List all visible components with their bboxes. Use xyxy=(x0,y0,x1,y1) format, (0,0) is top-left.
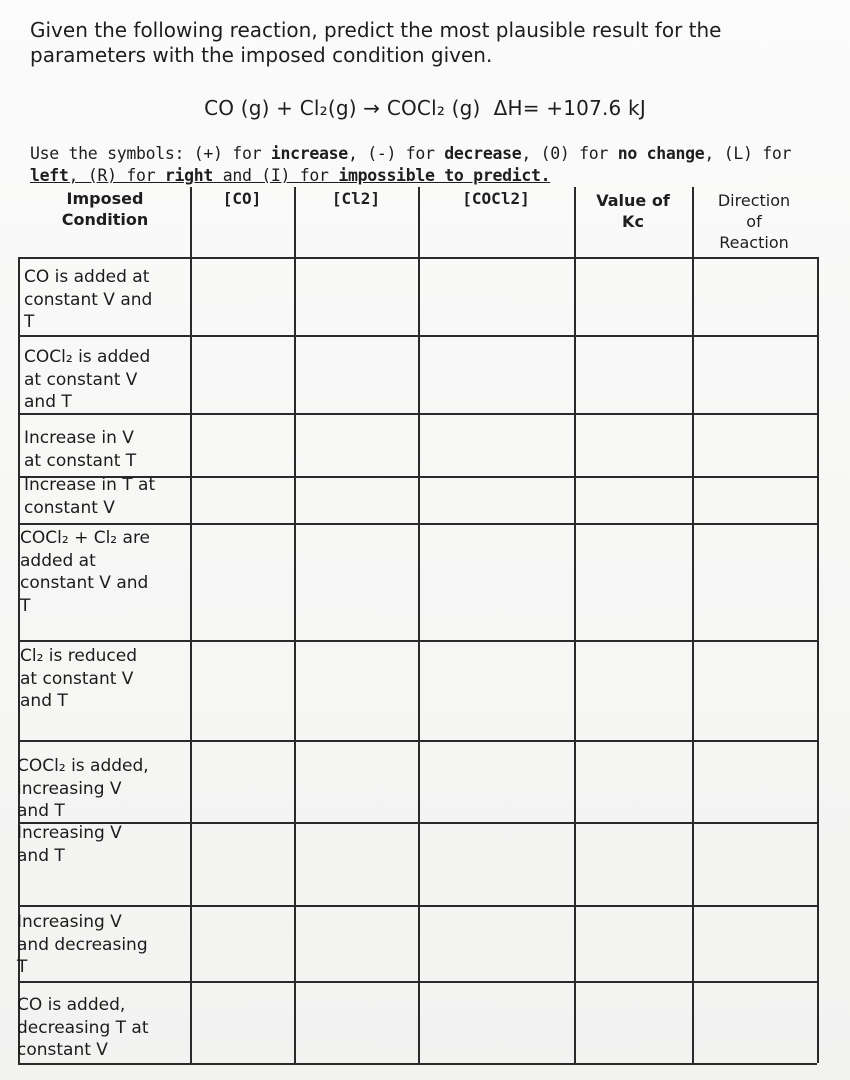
answer-cell-cl2[interactable] xyxy=(296,259,417,334)
condition-text-line: and T xyxy=(20,691,68,711)
condition-text-line: Increase in V xyxy=(24,428,134,448)
condition-text-line: at constant V xyxy=(20,668,134,689)
condition-text-line: at constant V xyxy=(24,369,138,390)
symbol-increase-word: increase xyxy=(270,144,348,163)
answer-cell-cl2[interactable] xyxy=(296,415,417,475)
condition-cell xyxy=(17,994,185,1062)
answer-cell-direction[interactable] xyxy=(694,983,816,1062)
answer-cell-kc[interactable] xyxy=(576,525,691,639)
answer-cell-cocl2[interactable] xyxy=(420,824,573,904)
answer-cell-cocl2[interactable] xyxy=(420,478,573,522)
answer-cell-co[interactable] xyxy=(192,907,293,980)
condition-cell xyxy=(17,911,185,979)
answer-cell-cocl2[interactable] xyxy=(420,742,573,821)
answer-cell-cl2[interactable] xyxy=(296,907,417,980)
header-text: Imposed xyxy=(66,189,144,208)
header-imposed-condition xyxy=(20,188,190,230)
condition-text-line: constant V xyxy=(24,497,115,518)
answer-cell-kc[interactable] xyxy=(576,415,691,475)
answer-cell-co[interactable] xyxy=(192,415,293,475)
condition-cell xyxy=(20,527,188,617)
answer-cell-co[interactable] xyxy=(192,478,293,522)
condition-text-line: Increase in T at xyxy=(24,475,156,495)
answer-cell-cl2[interactable] xyxy=(296,742,417,821)
answer-cell-direction[interactable] xyxy=(694,259,816,334)
header-text: Kᴄ xyxy=(622,212,644,231)
answer-cell-kc[interactable] xyxy=(576,824,691,904)
header-co xyxy=(190,188,294,209)
condition-cell xyxy=(17,755,185,823)
condition-text-line: added at xyxy=(20,550,96,571)
answer-cell-direction[interactable] xyxy=(694,642,816,739)
condition-cell xyxy=(24,346,192,414)
symbols-text: Use the symbols: (+) for xyxy=(30,144,271,163)
answer-cell-co[interactable] xyxy=(192,259,293,334)
answer-cell-direction[interactable] xyxy=(694,415,816,475)
header-text: [CO] xyxy=(222,189,262,208)
condition-text-line: at constant T xyxy=(24,450,137,471)
answer-cell-cocl2[interactable] xyxy=(420,415,573,475)
condition-text-line: and T xyxy=(17,845,65,866)
answer-cell-cl2[interactable] xyxy=(296,525,417,639)
table-column-divider xyxy=(817,257,819,1063)
symbols-text: , (R) for xyxy=(68,166,165,185)
symbols-legend xyxy=(30,143,820,187)
answer-cell-kc[interactable] xyxy=(576,259,691,334)
condition-cell xyxy=(24,266,192,334)
answer-cell-cl2[interactable] xyxy=(296,478,417,522)
answer-cell-cocl2[interactable] xyxy=(420,642,573,739)
header-text: [COCl2] xyxy=(462,189,530,208)
header-text: Value of xyxy=(596,191,670,210)
condition-text-line: CO is added, xyxy=(17,995,126,1015)
symbols-text: , (L) for xyxy=(704,144,792,163)
header-value-of-kc xyxy=(574,190,692,232)
symbols-text: and (I) for xyxy=(213,166,339,185)
answer-cell-cocl2[interactable] xyxy=(420,259,573,334)
condition-text-line: Increasing V xyxy=(17,912,122,932)
reaction-equation xyxy=(0,96,850,120)
condition-text-line: increasing V xyxy=(17,778,122,799)
answer-cell-direction[interactable] xyxy=(694,478,816,522)
answer-cell-co[interactable] xyxy=(192,337,293,412)
answer-cell-direction[interactable] xyxy=(694,742,816,821)
symbol-nochange-word: no change xyxy=(617,144,705,163)
answer-cell-co[interactable] xyxy=(192,983,293,1062)
answer-cell-cocl2[interactable] xyxy=(420,525,573,639)
condition-text-line: COCl₂ is added xyxy=(24,347,151,367)
instructions-line-1: Given the following reaction, predict the most plausible result for the xyxy=(30,18,722,42)
answer-cell-direction[interactable] xyxy=(694,337,816,412)
header-text: of xyxy=(746,212,762,231)
header-cocl2 xyxy=(418,188,574,209)
instructions-line-2: parameters with the imposed condition given. xyxy=(30,43,493,67)
answer-cell-kc[interactable] xyxy=(576,742,691,821)
header-text: Direction xyxy=(717,191,791,210)
condition-text-line: CO is added at xyxy=(24,267,150,287)
answer-cell-co[interactable] xyxy=(192,525,293,639)
answer-cell-cl2[interactable] xyxy=(296,337,417,412)
answer-cell-kc[interactable] xyxy=(576,337,691,412)
answer-cell-direction[interactable] xyxy=(694,525,816,639)
header-text: Reaction xyxy=(719,233,789,252)
condition-cell xyxy=(24,474,192,519)
condition-cell xyxy=(24,427,192,472)
condition-text-line: and T xyxy=(17,801,65,821)
answer-cell-kc[interactable] xyxy=(576,642,691,739)
symbol-left-word: left xyxy=(30,166,69,185)
condition-text-line: and decreasing xyxy=(17,934,148,955)
symbol-right-word: right xyxy=(164,166,214,185)
answer-cell-kc[interactable] xyxy=(576,907,691,980)
table-row-divider xyxy=(18,1063,817,1065)
answer-cell-cl2[interactable] xyxy=(296,824,417,904)
symbols-text: , (-) for xyxy=(347,144,445,163)
symbols-text: , (0) for xyxy=(521,144,618,163)
answer-cell-co[interactable] xyxy=(192,824,293,904)
answer-cell-direction[interactable] xyxy=(694,824,816,904)
header-text: Condition xyxy=(61,210,149,229)
header-cl2 xyxy=(294,188,418,209)
condition-text-line: Increasing V xyxy=(17,823,122,843)
answer-cell-direction[interactable] xyxy=(694,907,816,980)
answer-cell-kc[interactable] xyxy=(576,983,691,1062)
condition-text-line: decreasing T at xyxy=(17,1017,149,1038)
answer-cell-co[interactable] xyxy=(192,742,293,821)
header-text: [Cl2] xyxy=(331,189,381,208)
condition-text-line: COCl₂ + Cl₂ are xyxy=(20,528,151,548)
symbol-impossible-word: impossible to predict. xyxy=(338,166,551,185)
answer-cell-cl2[interactable] xyxy=(296,642,417,739)
condition-text-line: T xyxy=(24,312,35,332)
condition-cell xyxy=(20,645,188,713)
answer-cell-cocl2[interactable] xyxy=(420,337,573,412)
reaction-equation-text: CO (g) + Cl₂(g) → COCl₂ (g) ΔH= +107.6 kJ xyxy=(204,96,646,120)
answer-cell-cl2[interactable] xyxy=(296,983,417,1062)
answer-cell-kc[interactable] xyxy=(576,478,691,522)
condition-text-line: constant V and xyxy=(20,573,149,593)
instructions-paragraph xyxy=(30,18,820,68)
symbol-decrease-word: decrease xyxy=(444,144,522,163)
condition-cell xyxy=(17,822,185,867)
condition-text-line: T xyxy=(20,595,31,616)
condition-text-line: and T xyxy=(24,392,72,412)
answer-cell-cocl2[interactable] xyxy=(420,983,573,1062)
condition-text-line: T xyxy=(17,957,28,977)
header-direction-of-reaction xyxy=(692,190,816,253)
condition-text-line: constant V and xyxy=(24,289,153,310)
condition-text-line: COCl₂ is added, xyxy=(17,756,149,776)
answer-cell-co[interactable] xyxy=(192,642,293,739)
answer-cell-cocl2[interactable] xyxy=(420,907,573,980)
condition-text-line: Cl₂ is reduced xyxy=(20,646,138,666)
condition-text-line: constant V xyxy=(17,1040,108,1060)
